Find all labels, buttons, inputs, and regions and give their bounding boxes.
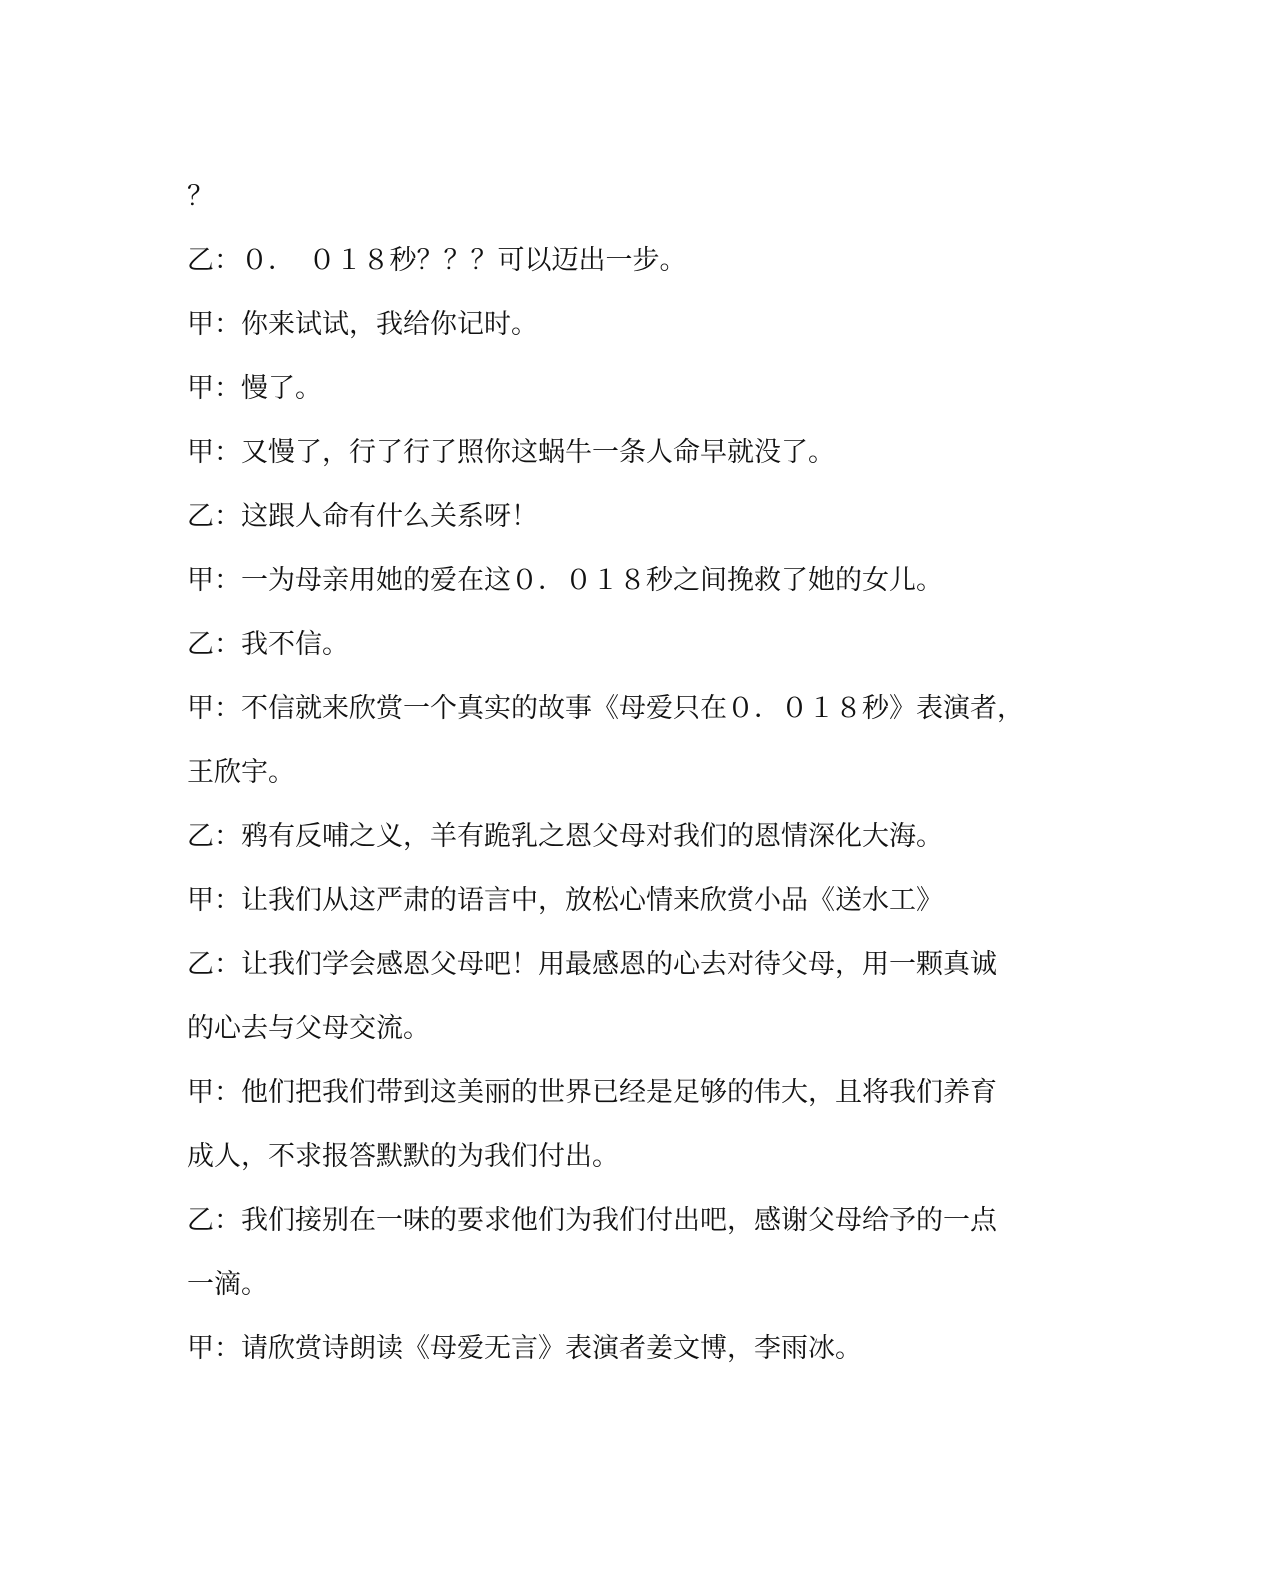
- text-line: 甲：不信就来欣赏一个真实的故事《母爱只在０．０１８秒》表演者，: [187, 693, 1024, 724]
- text-line: 一滴。: [187, 1269, 268, 1300]
- text-line: 王欣宇。: [187, 757, 295, 788]
- text-line: 乙：这跟人命有什么关系呀！: [187, 501, 538, 532]
- text-line: 甲：请欣赏诗朗读《母爱无言》表演者姜文博，李雨冰。: [187, 1333, 862, 1364]
- text-line: 甲：他们把我们带到这美丽的世界已经是足够的伟大，且将我们养育: [187, 1077, 997, 1108]
- text-line: 乙：０． ０１８秒？？？可以迈出一步。: [187, 245, 687, 276]
- text-line: ？: [187, 181, 214, 212]
- text-line: 乙：鸦有反哺之义，羊有跪乳之恩父母对我们的恩情深化大海。: [187, 821, 943, 852]
- text-line: 甲：一为母亲用她的爱在这０．０１８秒之间挽救了她的女儿。: [187, 565, 943, 596]
- text-line: 乙：我不信。: [187, 629, 349, 660]
- text-line: 甲：你来试试，我给你记时。: [187, 309, 538, 340]
- text-line: 甲：又慢了，行了行了照你这蜗牛一条人命早就没了。: [187, 437, 835, 468]
- text-line: 甲：让我们从这严肃的语言中，放松心情来欣赏小品《送水工》: [187, 885, 943, 916]
- text-line: 的心去与父母交流。: [187, 1013, 430, 1044]
- text-line: 成人，不求报答默默的为我们付出。: [187, 1141, 619, 1172]
- text-line: 乙：让我们学会感恩父母吧！用最感恩的心去对待父母，用一颗真诚: [187, 949, 997, 980]
- text-line: 乙：我们接别在一味的要求他们为我们付出吧，感谢父母给予的一点: [187, 1205, 997, 1236]
- text-line: 甲：慢了。: [187, 373, 322, 404]
- document-body: [187, 165, 1087, 1381]
